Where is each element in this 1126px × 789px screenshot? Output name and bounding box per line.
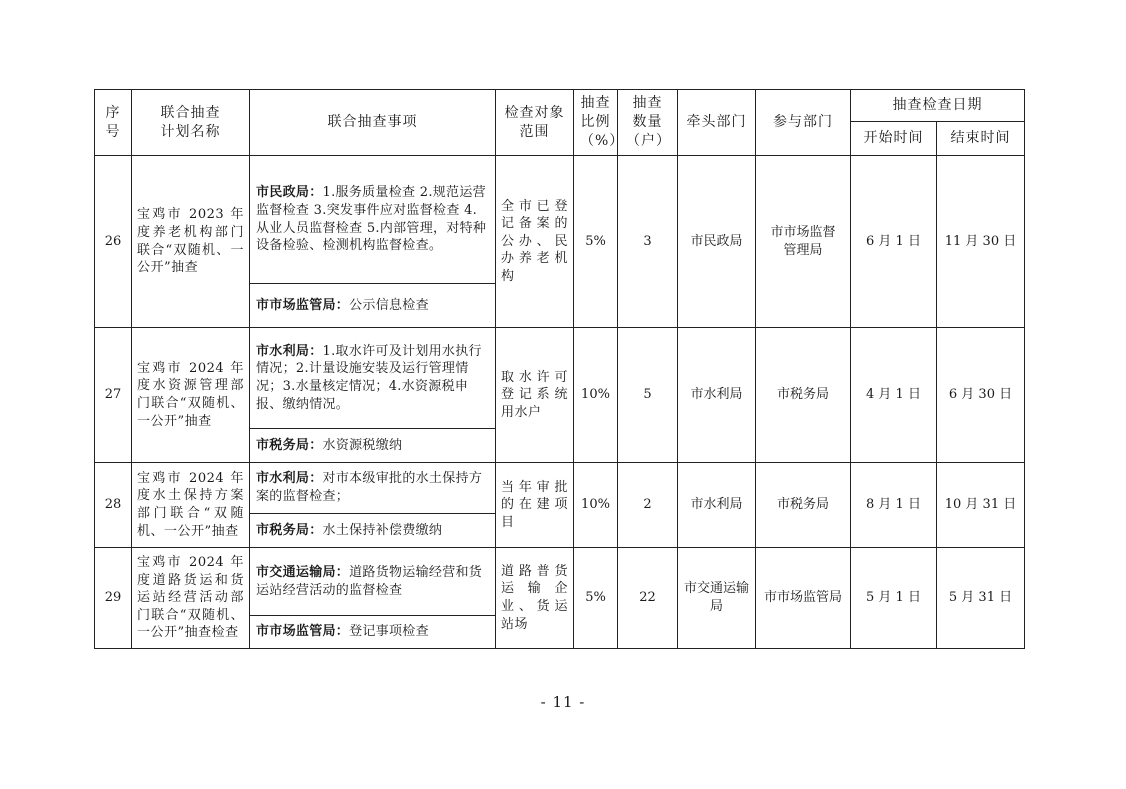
header-scope: 检查对象范围 xyxy=(496,90,574,156)
header-items: 联合抽查事项 xyxy=(250,90,496,156)
header-end-time: 结束时间 xyxy=(937,122,1025,156)
row-start-time: 8 月 1 日 xyxy=(851,463,937,548)
inspection-item xyxy=(250,284,496,328)
row-start-time: 5 月 1 日 xyxy=(851,548,937,649)
row-count: 22 xyxy=(618,548,678,649)
item-text: 对市本级审批的水土保持方案的监督检查； xyxy=(256,471,483,504)
header-participant-dept: 参与部门 xyxy=(756,90,851,156)
row-plan-name: 宝鸡市 2024 年度水土保持方案部门联合“双随机、一公开”抽查 xyxy=(132,463,250,548)
page-number: - 11 - xyxy=(540,693,586,711)
header-lead-dept: 牵头部门 xyxy=(678,90,756,156)
inspection-item xyxy=(250,616,496,649)
row-lead-dept: 市民政局 xyxy=(678,156,756,328)
header-count: 抽查数量（户） xyxy=(618,90,678,156)
row-end-time: 6 月 30 日 xyxy=(937,328,1025,463)
row-lead-dept: 市水利局 xyxy=(678,328,756,463)
item-dept: 市水利局： xyxy=(256,343,323,359)
row-ratio: 10% xyxy=(574,463,618,548)
row-participant-dept: 市税务局 xyxy=(756,328,851,463)
item-dept: 市市场监管局： xyxy=(256,624,350,640)
item-dept: 市税务局： xyxy=(256,437,323,453)
inspection-item xyxy=(250,514,496,548)
row-scope: 道路普货运输企业、货运站场 xyxy=(496,548,574,649)
item-text: 道路货物运输经营和货运站经营活动的监督检查 xyxy=(256,564,483,598)
item-text: 公示信息检查 xyxy=(349,297,429,313)
row-start-time: 6 月 1 日 xyxy=(851,156,937,328)
inspection-item xyxy=(250,548,496,616)
inspection-item xyxy=(250,328,496,429)
item-text: 1.取水许可及计划用水执行情况；2.计量设施安装及运行管理情况；3.水量核定情况；4.水资源税申报、缴纳情况。 xyxy=(256,343,482,412)
row-lead-dept: 市交通运输局 xyxy=(678,548,756,649)
row-ratio: 10% xyxy=(574,328,618,463)
item-dept: 市水利局： xyxy=(256,471,323,487)
row-lead-dept: 市水利局 xyxy=(678,463,756,548)
inspection-item xyxy=(250,429,496,463)
header-start-time: 开始时间 xyxy=(851,122,937,156)
row-count: 5 xyxy=(618,328,678,463)
inspection-item xyxy=(250,463,496,514)
row-seq: 28 xyxy=(95,463,132,548)
row-ratio: 5% xyxy=(574,156,618,328)
item-text: 水土保持补偿费缴纳 xyxy=(322,522,443,538)
item-text: 登记事项检查 xyxy=(349,624,429,640)
row-start-time: 4 月 1 日 xyxy=(851,328,937,463)
item-dept: 市税务局： xyxy=(256,522,323,538)
row-end-time: 10 月 31 日 xyxy=(937,463,1025,548)
header-plan-name: 联合抽查计划名称 xyxy=(132,90,250,156)
row-participant-dept: 市税务局 xyxy=(756,463,851,548)
row-end-time: 5 月 31 日 xyxy=(937,548,1025,649)
row-ratio: 5% xyxy=(574,548,618,649)
row-scope: 全市已登记备案的公办、民办养老机构 xyxy=(496,156,574,328)
row-scope: 当年审批的在建项目 xyxy=(496,463,574,548)
row-participant-dept: 市市场监督管理局 xyxy=(756,156,851,328)
item-text: 1.服务质量检查 2.规范运营监督检查 3.突发事件应对监督检查 4.从业人员监督检查 5.内部管理，对特种设备检验、检测机构监督检查。 xyxy=(256,185,487,254)
row-count: 2 xyxy=(618,463,678,548)
item-dept: 市民政局： xyxy=(256,185,323,201)
item-dept: 市交通运输局： xyxy=(256,564,350,580)
row-participant-dept: 市市场监管局 xyxy=(756,548,851,649)
row-end-time: 11 月 30 日 xyxy=(937,156,1025,328)
inspection-plan-table xyxy=(94,89,1025,649)
row-plan-name: 宝鸡市 2023 年度养老机构部门联合“双随机、一公开”抽查 xyxy=(132,156,250,328)
item-dept: 市市场监管局： xyxy=(256,297,350,313)
row-seq: 29 xyxy=(95,548,132,649)
row-count: 3 xyxy=(618,156,678,328)
item-text: 水资源税缴纳 xyxy=(322,437,403,453)
row-plan-name: 宝鸡市 2024 年度道路货运和货运站经营活动部门联合“双随机、一公开”抽查检查 xyxy=(132,548,250,649)
row-plan-name: 宝鸡市 2024 年度水资源管理部门联合“双随机、一公开”抽查 xyxy=(132,328,250,463)
row-seq: 26 xyxy=(95,156,132,328)
row-seq: 27 xyxy=(95,328,132,463)
header-seq: 序号 xyxy=(95,90,132,156)
row-scope: 取水许可登记系统用水户 xyxy=(496,328,574,463)
inspection-item xyxy=(250,156,496,284)
header-ratio: 抽查比例（%） xyxy=(574,90,618,156)
header-date-group: 抽查检查日期 xyxy=(851,90,1025,122)
